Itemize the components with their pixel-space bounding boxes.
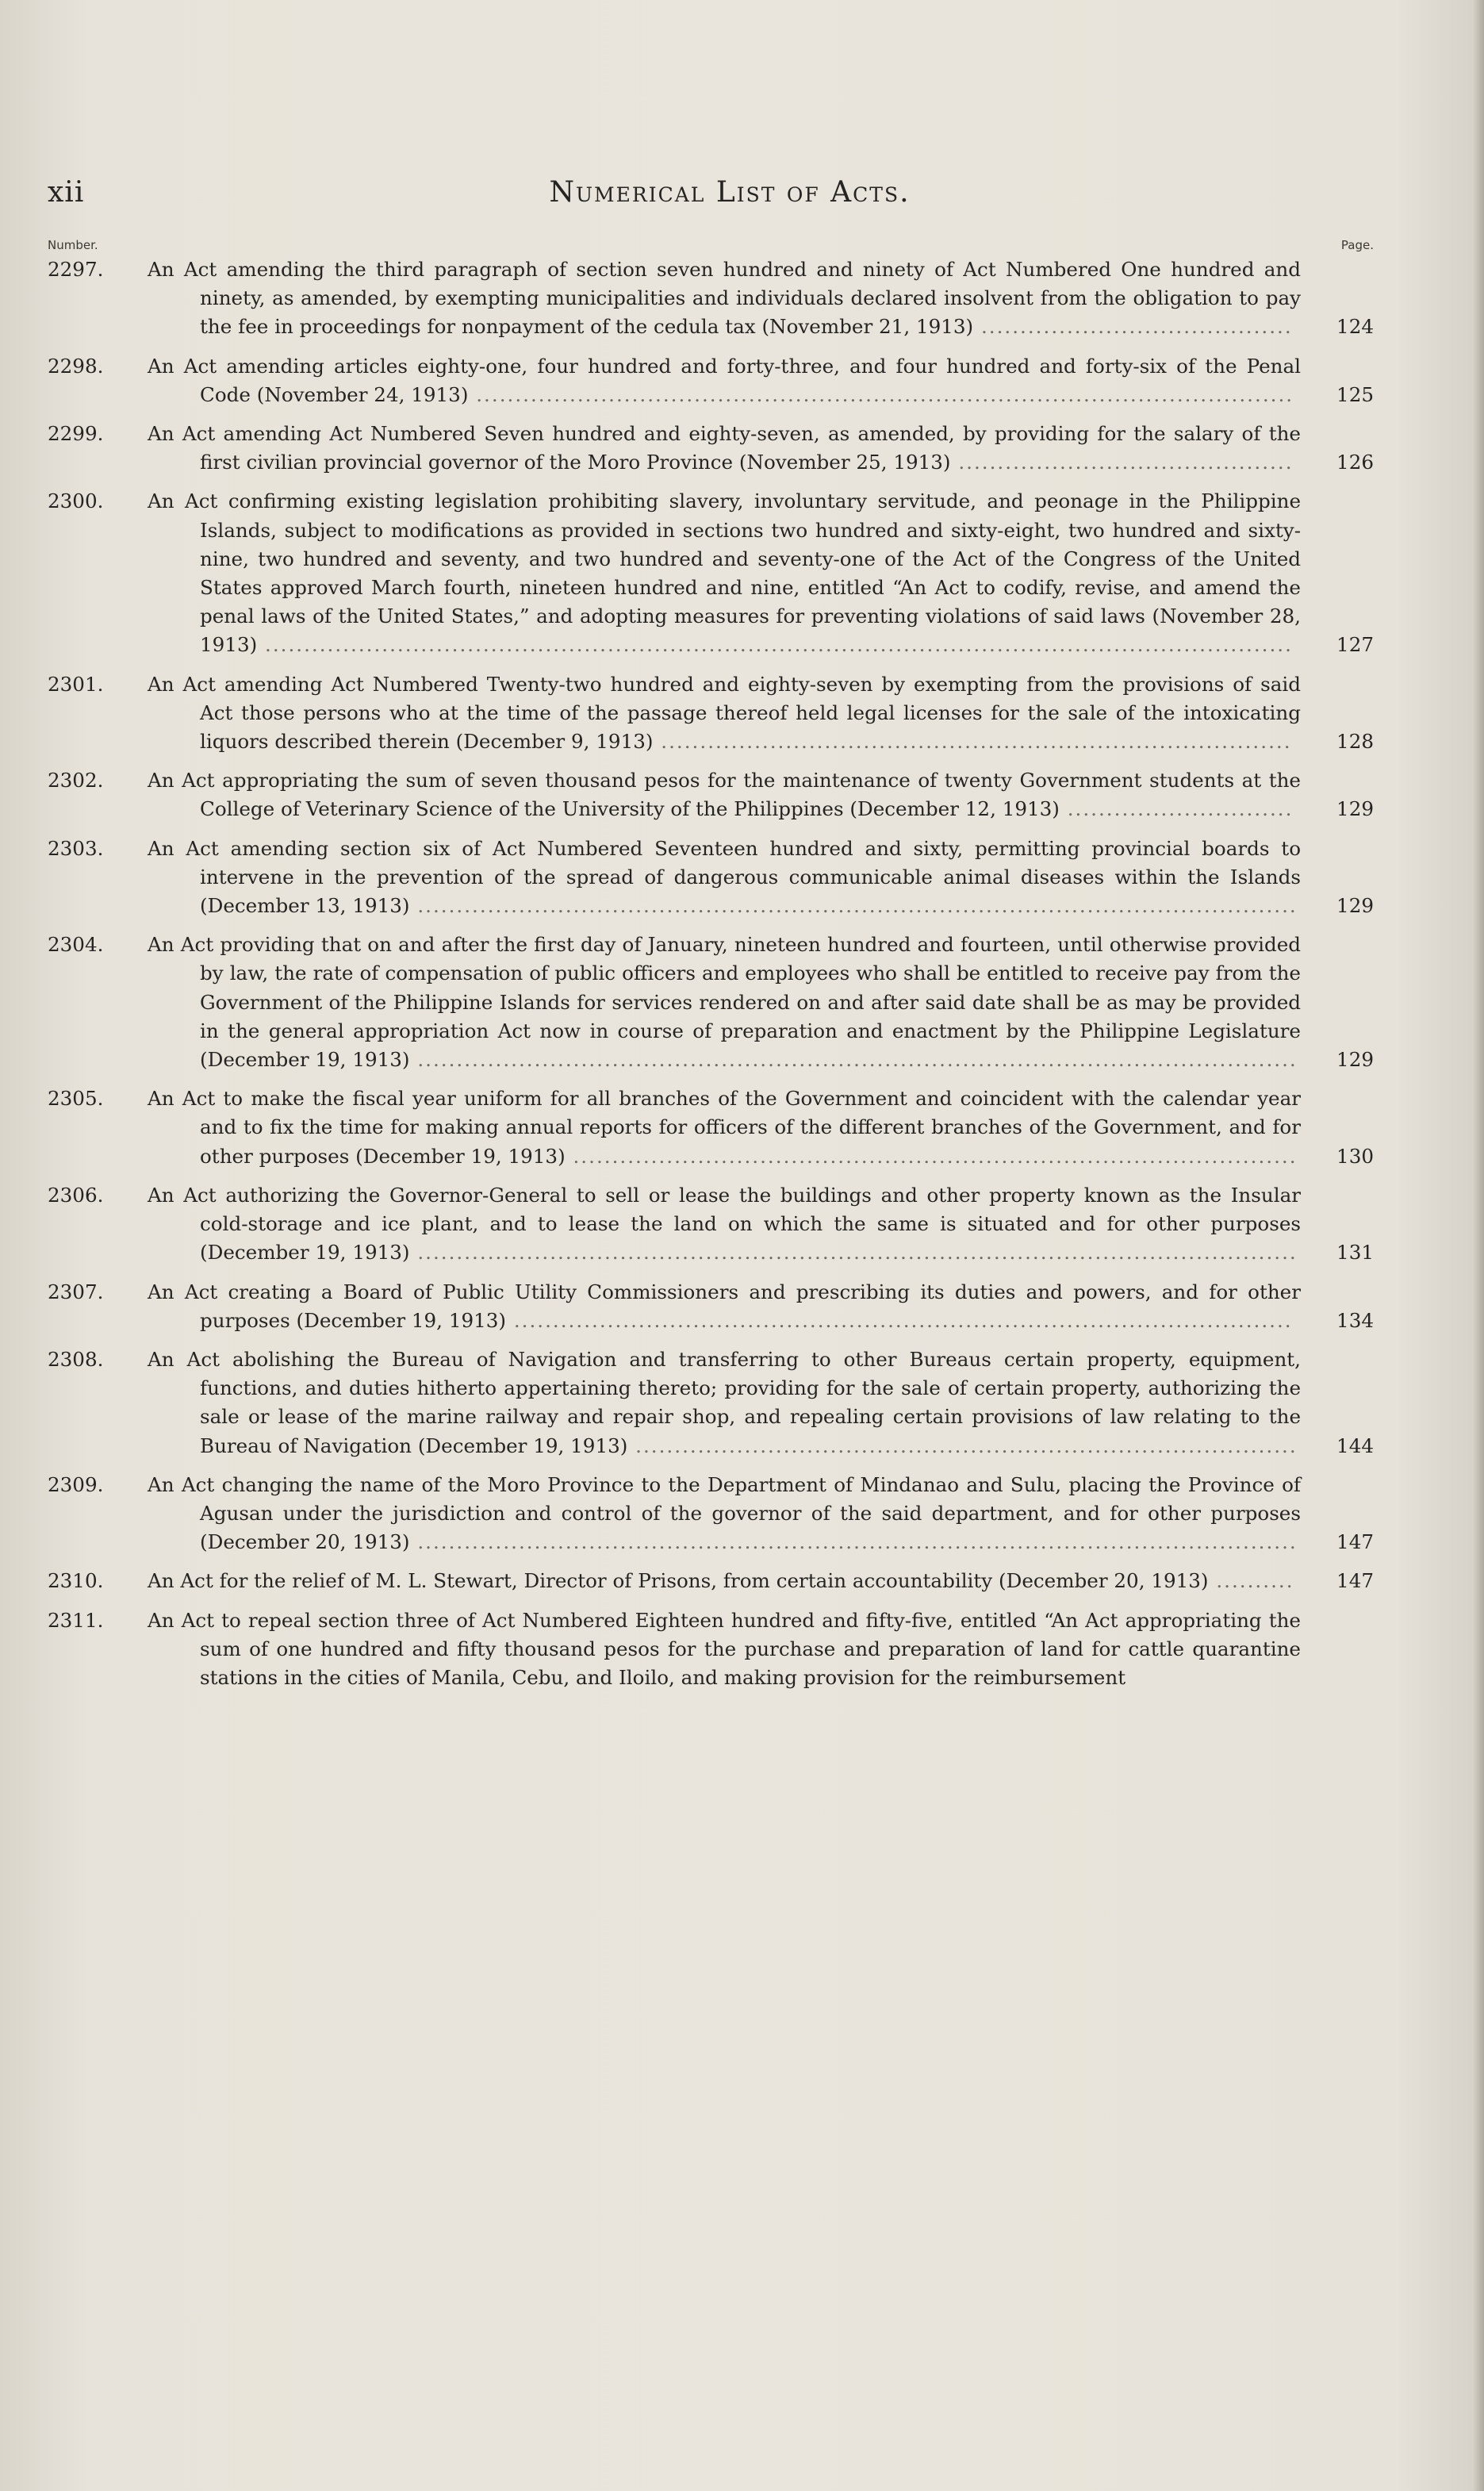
act-entry (48, 1471, 1374, 1557)
dot-leader: ........................................... (950, 451, 1294, 474)
act-title: An Act confirming existing legislation prohibiting slavery, involuntary servitude, and peonage in the Philippine Islands, subject to modifications as provided in sections two hundred and sixty-eight, two hundred and sixty-nine, two hundred and seventy, and two hundred and seventy-one of the Act of the Congress of the United States approved March fourth, nineteen hundred and nine, entitled “An Act to codify, revise, and amend the penal laws of the United States,” and adopting measures for preventing violations of said laws (November 28, 1913) (148, 489, 1301, 657)
act-title-block (148, 1567, 1301, 1595)
act-entry (48, 487, 1374, 659)
page-reference: 130 (1336, 1144, 1374, 1168)
act-number: 2298. (48, 354, 104, 378)
act-title: An Act for the relief of M. L. Stewart, Director of Prisons, from certain accountability (December 20, 1913) (148, 1569, 1209, 1593)
page-reference: 147 (1336, 1530, 1374, 1554)
act-number: 2306. (48, 1183, 104, 1207)
dot-leader: .................................................................................................................................... (257, 633, 1293, 657)
act-title: An Act amending the third paragraph of section seven hundred and ninety of Act Numbered One hundred and ninety, as amended, by exempting municipalities and individuals declared insolvent from the obligation to pay the fee in proceedings for nonpayment of the cedula tax (November 21, 1913) (148, 258, 1301, 339)
page-reference: 129 (1336, 894, 1374, 918)
page-reference: 147 (1336, 1569, 1374, 1593)
act-number: 2302. (48, 769, 104, 793)
page-header (48, 176, 1412, 216)
act-title: An Act to repeal section three of Act Numbered Eighteen hundred and fifty-five, entitled “An Act appropriating the sum of one hundred and fifty thousand pesos for the purchase and preparation of land for cattle quarantine stations in the cities of Manila, Cebu, and Iloilo, and making provision for the reimbursement (148, 1608, 1301, 1689)
dot-leader: ............................. (1059, 797, 1294, 821)
page-reference: 144 (1336, 1434, 1374, 1457)
act-number: 2301. (48, 672, 104, 696)
page-reference: 134 (1336, 1308, 1374, 1332)
act-title-block (148, 352, 1301, 409)
act-entry (48, 352, 1374, 409)
page-reference: 131 (1336, 1241, 1374, 1265)
act-title-block (148, 255, 1301, 342)
act-entry (48, 1084, 1374, 1171)
act-number: 2304. (48, 933, 104, 957)
act-title-block (148, 487, 1301, 659)
act-title: An Act amending section six of Act Numbered Seventeen hundred and sixty, permitting provincial boards to intervene in the prevention of the spread of dangerous communicable animal diseases within the Islands (December 13, 1913) (148, 836, 1301, 918)
page-column-label: Page. (1340, 238, 1374, 252)
act-title-block (148, 1278, 1301, 1335)
page-reference: 125 (1336, 382, 1374, 406)
page-reference: 124 (1336, 315, 1374, 339)
act-entry (48, 255, 1374, 342)
act-title-block (148, 1181, 1301, 1268)
dot-leader: ................................................................................................................. (409, 894, 1298, 918)
act-title: An Act providing that on and after the first day of January, nineteen hundred and fourteen, until otherwise provided by law, the rate of compensation of public officers and employees who shall be entitled to receive pay from the Government of the Philippine Islands for services rendered on and after said date shall be as may be provided in the general appropriation Act now in course of preparation and enactment by the Philippine Legislature (December 19, 1913) (148, 933, 1301, 1072)
act-title: An Act amending articles eighty-one, four hundred and forty-three, and four hundred and forty-six of the Penal Code (November 24, 1913) (148, 354, 1301, 406)
dot-leader: ............................................................................................. (565, 1144, 1298, 1168)
number-column-label: Number. (48, 238, 98, 252)
act-title-block (148, 766, 1301, 823)
act-title-block (148, 1606, 1301, 1693)
act-title-block (148, 931, 1301, 1074)
folio-number: xii (48, 176, 85, 209)
act-title-block (148, 420, 1301, 477)
act-entry (48, 1181, 1374, 1268)
act-entry (48, 931, 1374, 1074)
act-title: An Act authorizing the Governor-General to sell or lease the buildings and other property known as the Insular cold-storage and ice plant, and to lease the land on which the same is situated and for other purposes (December 19, 1913) (148, 1183, 1301, 1265)
act-number: 2311. (48, 1608, 104, 1632)
dot-leader: ................................................................................................................. (409, 1048, 1298, 1072)
page-reference: 127 (1336, 633, 1374, 657)
page-reference: 128 (1336, 730, 1374, 754)
act-entry (48, 1345, 1374, 1460)
act-entry (48, 1606, 1374, 1693)
act-title-block (148, 1345, 1301, 1460)
act-entry (48, 1278, 1374, 1335)
act-number: 2310. (48, 1569, 104, 1593)
column-headings (48, 238, 1374, 257)
running-title: Numerical List of Acts. (549, 176, 911, 209)
act-number: 2300. (48, 489, 104, 513)
dot-leader: ................................................................................................................. (409, 1530, 1298, 1554)
act-title: An Act to make the fiscal year uniform for all branches of the Government and coincident with the calendar year and to fix the time for making annual reports for officers of the different branches of the Government, and for other purposes (December 19, 1913) (148, 1087, 1301, 1168)
dot-leader: .................................................................................................... (506, 1308, 1293, 1332)
act-number: 2297. (48, 258, 104, 281)
page-reference: 129 (1336, 1048, 1374, 1072)
act-entry (48, 670, 1374, 757)
act-title-block (148, 835, 1301, 921)
act-title: An Act changing the name of the Moro Province to the Department of Mindanao and Sulu, placing the Province of Agusan under the jurisdiction and control of the governor of the said department, and for other purposes (December 20, 1913) (148, 1472, 1301, 1554)
page-reference: 129 (1336, 797, 1374, 821)
page-reference: 126 (1336, 451, 1374, 474)
dot-leader: ................................................................................. (653, 730, 1292, 754)
dot-leader: .......... (1208, 1569, 1294, 1593)
acts-list (48, 255, 1374, 1702)
act-number: 2308. (48, 1347, 104, 1371)
act-number: 2309. (48, 1472, 104, 1496)
act-title: An Act appropriating the sum of seven thousand pesos for the maintenance of twenty Government students at the College of Veterinary Science of the University of the Philippines (December 12, 1913) (148, 769, 1301, 821)
act-title: An Act creating a Board of Public Utility Commissioners and prescribing its duties and powers, and for other purposes (December 19, 1913) (148, 1280, 1301, 1332)
act-entry (48, 766, 1374, 823)
act-number: 2303. (48, 836, 104, 860)
act-number: 2307. (48, 1280, 104, 1303)
act-number: 2305. (48, 1087, 104, 1111)
dot-leader: ........................................ (973, 315, 1293, 339)
act-title-block (148, 1084, 1301, 1171)
dot-leader: ..................................................................................... (627, 1434, 1298, 1457)
dot-leader: ......................................................................................................... (468, 382, 1294, 406)
act-number: 2299. (48, 422, 104, 446)
act-entry (48, 1567, 1374, 1595)
act-entry (48, 420, 1374, 477)
act-title: An Act amending Act Numbered Seven hundred and eighty-seven, as amended, by providing for the salary of the first civilian provincial governor of the Moro Province (November 25, 1913) (148, 422, 1301, 474)
act-title-block (148, 670, 1301, 757)
act-title-block (148, 1471, 1301, 1557)
act-title: An Act amending Act Numbered Twenty-two hundred and eighty-seven by exempting from the provisions of said Act those persons who at the time of the passage thereof held legal licenses for the sale of the intoxicating liquors described therein (December 9, 1913) (148, 672, 1301, 754)
act-entry (48, 835, 1374, 921)
page-binding-shadow (1473, 0, 1484, 2491)
act-title: An Act abolishing the Bureau of Navigation and transferring to other Bureaus certain property, equipment, functions, and duties hitherto appertaining thereto; providing for the sale of certain property, authorizing the sale or lease of the marine railway and repair shop, and repealing certain provisions of law relating to the Bureau of Navigation (December 19, 1913) (148, 1347, 1301, 1457)
dot-leader: ................................................................................................................. (409, 1241, 1298, 1265)
